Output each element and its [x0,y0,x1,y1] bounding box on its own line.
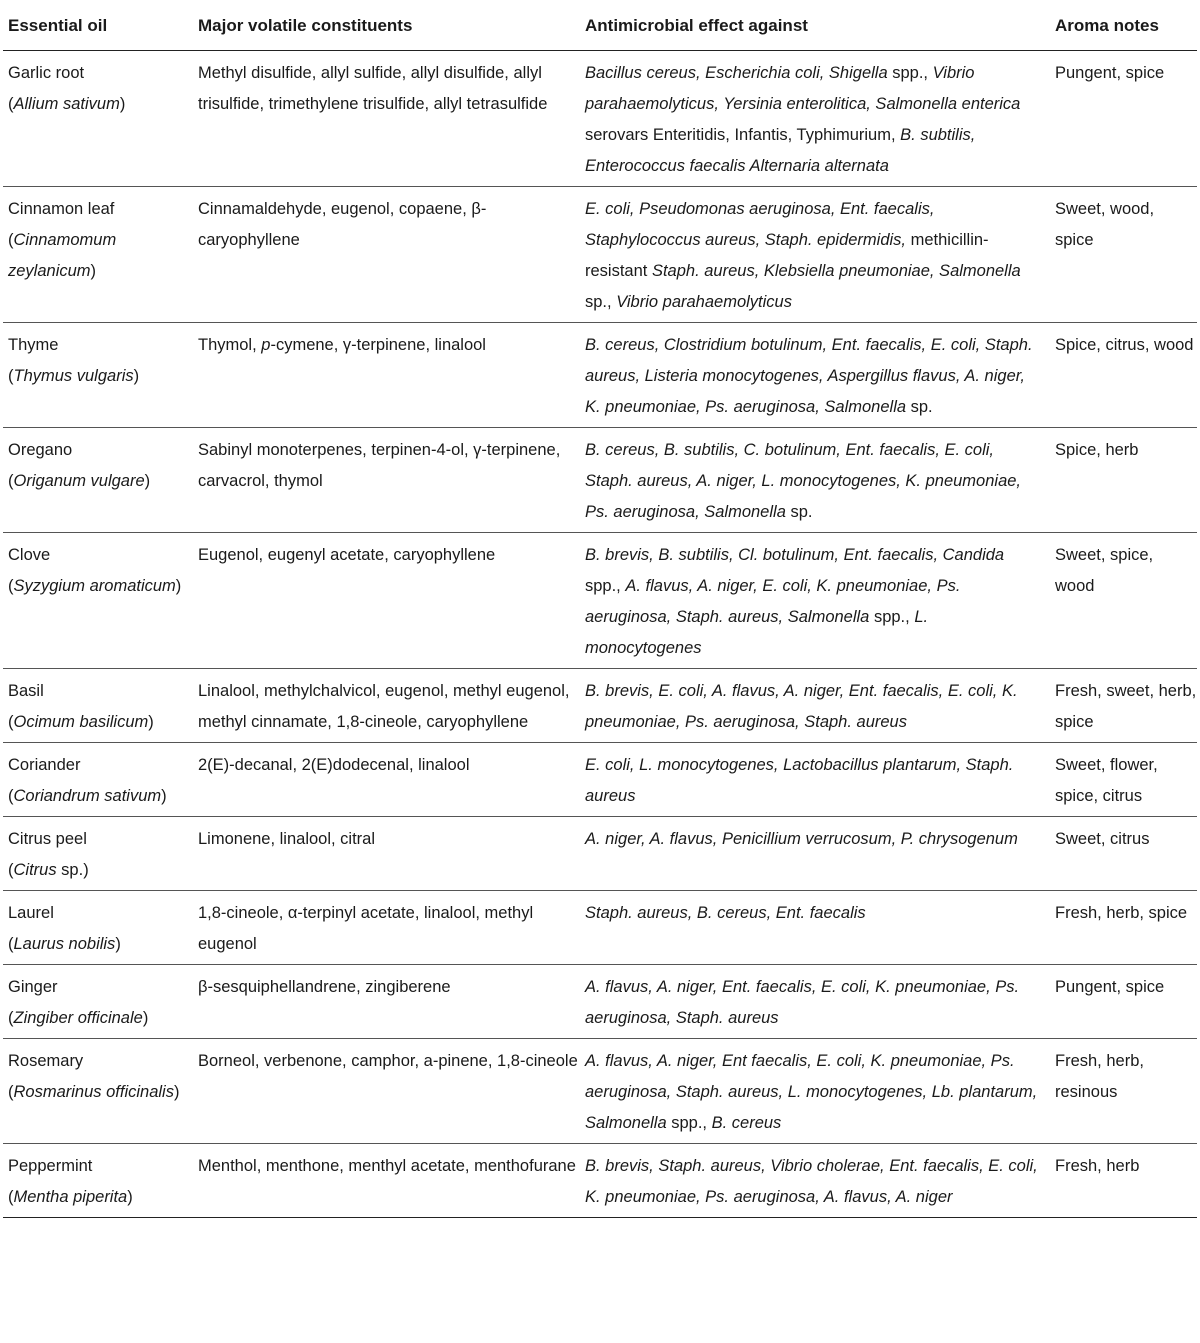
cell-constituents: Limonene, linalool, citral [193,817,580,891]
cell-essential-oil: Garlic root (Allium sativum) [3,51,193,187]
table-row [3,669,1197,743]
table-row [3,891,1197,965]
cell-constituents: Linalool, methylchalvicol, eugenol, methyl eugenol, methyl cinnamate, 1,8-cineole, caryophyllene [193,669,580,743]
cell-antimicrobial-effect: B. brevis, Staph. aureus, Vibrio cholerae, Ent. faecalis, E. coli, K. pneumoniae, Ps. aeruginosa, A. flavus, A. niger [580,1144,1050,1218]
cell-essential-oil: Citrus peel (Citrus sp.) [3,817,193,891]
cell-antimicrobial-effect: A. niger, A. flavus, Penicillium verrucosum, P. chrysogenum [580,817,1050,891]
cell-aroma-notes: Sweet, spice, wood [1050,533,1197,669]
cell-constituents: 2(E)-decanal, 2(E)dodecenal, linalool [193,743,580,817]
cell-antimicrobial-effect: E. coli, Pseudomonas aeruginosa, Ent. faecalis, Staphylococcus aureus, Staph. epidermidis, methicillin-resistant Staph. aureus, Klebsiella pneumoniae, Salmonella sp., Vibrio parahaemolyticus [580,187,1050,323]
cell-antimicrobial-effect: B. cereus, Clostridium botulinum, Ent. faecalis, E. coli, Staph. aureus, Listeria monocytogenes, Aspergillus flavus, A. niger, K. pneumoniae, Ps. aeruginosa, Salmonella sp. [580,323,1050,428]
cell-essential-oil: Clove (Syzygium aromaticum) [3,533,193,669]
table-row [3,533,1197,669]
header-major-volatile-constituents: Major volatile constituents [193,0,580,51]
cell-antimicrobial-effect: Bacillus cereus, Escherichia coli, Shigella spp., Vibrio parahaemolyticus, Yersinia enterolitica, Salmonella enterica serovars Enteritidis, Infantis, Typhimurium, B. subtilis, Enterococcus faecalis Alternaria alternata [580,51,1050,187]
cell-aroma-notes: Pungent, spice [1050,51,1197,187]
cell-essential-oil: Thyme (Thymus vulgaris) [3,323,193,428]
table-header [3,0,1197,51]
cell-antimicrobial-effect: E. coli, L. monocytogenes, Lactobacillus plantarum, Staph. aureus [580,743,1050,817]
cell-constituents: Menthol, menthone, menthyl acetate, menthofurane [193,1144,580,1218]
table-row [3,428,1197,533]
table-row [3,187,1197,323]
cell-aroma-notes: Spice, citrus, wood [1050,323,1197,428]
cell-constituents: Borneol, verbenone, camphor, a-pinene, 1,8-cineole [193,1039,580,1144]
cell-essential-oil: Coriander (Coriandrum sativum) [3,743,193,817]
cell-aroma-notes: Pungent, spice [1050,965,1197,1039]
cell-constituents: Eugenol, eugenyl acetate, caryophyllene [193,533,580,669]
header-row [3,0,1197,51]
cell-essential-oil: Laurel (Laurus nobilis) [3,891,193,965]
cell-aroma-notes: Sweet, flower, spice, citrus [1050,743,1197,817]
table-row [3,323,1197,428]
cell-aroma-notes: Fresh, herb [1050,1144,1197,1218]
header-aroma-notes: Aroma notes [1050,0,1197,51]
cell-aroma-notes: Fresh, herb, resinous [1050,1039,1197,1144]
cell-aroma-notes: Fresh, herb, spice [1050,891,1197,965]
cell-constituents: Sabinyl monoterpenes, terpinen-4-ol, γ-terpinene, carvacrol, thymol [193,428,580,533]
cell-constituents: β-sesquiphellandrene, zingiberene [193,965,580,1039]
table-row [3,743,1197,817]
cell-essential-oil: Rosemary (Rosmarinus officinalis) [3,1039,193,1144]
cell-antimicrobial-effect: A. flavus, A. niger, Ent faecalis, E. coli, K. pneumoniae, Ps. aeruginosa, Staph. aureus, L. monocytogenes, Lb. plantarum, Salmonella spp., B. cereus [580,1039,1050,1144]
cell-aroma-notes: Sweet, wood, spice [1050,187,1197,323]
table-body [3,51,1197,1218]
header-antimicrobial-effect: Antimicrobial effect against [580,0,1050,51]
cell-essential-oil: Basil (Ocimum basilicum) [3,669,193,743]
cell-antimicrobial-effect: B. cereus, B. subtilis, C. botulinum, Ent. faecalis, E. coli, Staph. aureus, A. niger, L. monocytogenes, K. pneumoniae, Ps. aeruginosa, Salmonella sp. [580,428,1050,533]
table-row [3,1144,1197,1218]
cell-aroma-notes: Sweet, citrus [1050,817,1197,891]
cell-constituents: Cinnamaldehyde, eugenol, copaene, β-caryophyllene [193,187,580,323]
cell-constituents: Methyl disulfide, allyl sulfide, allyl disulfide, allyl trisulfide, trimethylene trisulfide, allyl tetrasulfide [193,51,580,187]
cell-essential-oil: Ginger (Zingiber officinale) [3,965,193,1039]
table-row [3,1039,1197,1144]
header-essential-oil: Essential oil [3,0,193,51]
essential-oils-table [3,0,1197,1218]
table-row [3,51,1197,187]
cell-constituents: Thymol, p-cymene, γ-terpinene, linalool [193,323,580,428]
cell-antimicrobial-effect: A. flavus, A. niger, Ent. faecalis, E. coli, K. pneumoniae, Ps. aeruginosa, Staph. aureus [580,965,1050,1039]
table-row [3,965,1197,1039]
cell-constituents: 1,8-cineole, α-terpinyl acetate, linalool, methyl eugenol [193,891,580,965]
cell-aroma-notes: Fresh, sweet, herb, spice [1050,669,1197,743]
cell-essential-oil: Peppermint (Mentha piperita) [3,1144,193,1218]
cell-antimicrobial-effect: B. brevis, B. subtilis, Cl. botulinum, Ent. faecalis, Candida spp., A. flavus, A. niger, E. coli, K. pneumoniae, Ps. aeruginosa, Staph. aureus, Salmonella spp., L. monocytogenes [580,533,1050,669]
cell-aroma-notes: Spice, herb [1050,428,1197,533]
table-row [3,817,1197,891]
cell-antimicrobial-effect: Staph. aureus, B. cereus, Ent. faecalis [580,891,1050,965]
cell-essential-oil: Oregano (Origanum vulgare) [3,428,193,533]
cell-antimicrobial-effect: B. brevis, E. coli, A. flavus, A. niger, Ent. faecalis, E. coli, K. pneumoniae, Ps. aeruginosa, Staph. aureus [580,669,1050,743]
cell-essential-oil: Cinnamon leaf (Cinnamomum zeylanicum) [3,187,193,323]
